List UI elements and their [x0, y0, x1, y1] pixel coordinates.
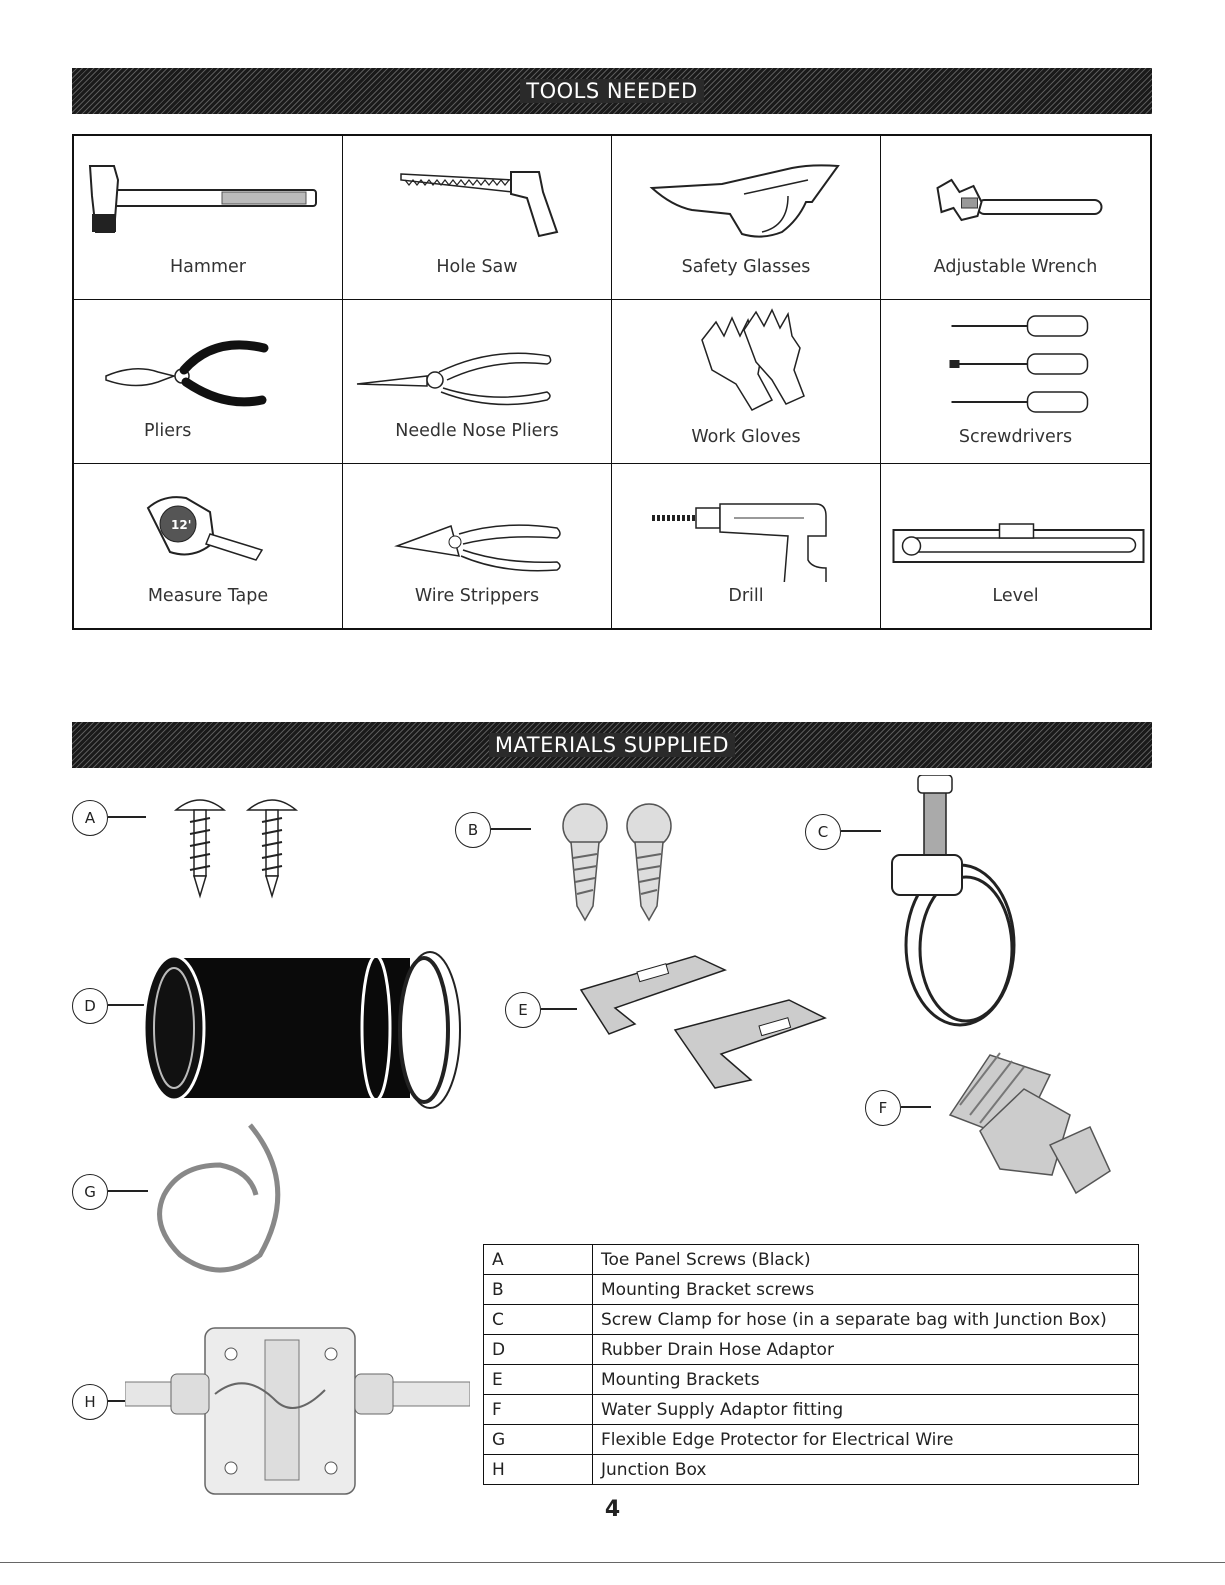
leader-line: [901, 1106, 931, 1108]
item-key: E: [484, 1365, 593, 1395]
materials-table: [483, 1244, 1139, 1485]
page-number: 4: [604, 1497, 621, 1522]
item-key: C: [484, 1305, 593, 1335]
mounting-brackets-icon: [575, 950, 855, 1090]
hole-saw-icon: [343, 136, 611, 254]
leader-line: [541, 1008, 577, 1010]
item-description: Junction Box: [593, 1455, 1139, 1485]
adjustable-wrench-icon: [881, 136, 1150, 254]
tool-label: Adjustable Wrench: [933, 257, 1098, 277]
item-key: D: [484, 1335, 593, 1365]
tool-cell-adjustable-wrench: [881, 136, 1150, 300]
table-row: [484, 1425, 1139, 1455]
toe-panel-screws-icon: [170, 792, 320, 902]
tool-cell-work-gloves: [612, 300, 881, 464]
edge-protector-icon: [140, 1115, 300, 1280]
work-gloves-icon: [612, 300, 880, 418]
measure-tape-icon: [74, 464, 342, 582]
hammer-icon: [74, 136, 342, 254]
tool-cell-safety-glasses: [612, 136, 881, 300]
tool-cell-hammer: [74, 136, 343, 300]
tool-cell-drill: [612, 464, 881, 628]
tool-cell-pliers: [74, 300, 343, 464]
item-key: G: [484, 1425, 593, 1455]
tool-label: Hole Saw: [436, 257, 518, 277]
callout-e: E: [505, 992, 541, 1028]
drain-hose-adaptor-icon: [140, 948, 470, 1113]
callout-h: H: [72, 1384, 108, 1420]
table-row: [484, 1395, 1139, 1425]
callout-c: C: [805, 814, 841, 850]
item-description: Toe Panel Screws (Black): [593, 1245, 1139, 1275]
callout-a: A: [72, 800, 108, 836]
materials-supplied-title: MATERIALS SUPPLIED: [489, 733, 735, 757]
tools-needed-banner: [72, 68, 1152, 114]
tool-label: Wire Strippers: [414, 586, 540, 606]
wire-strippers-icon: [343, 464, 611, 582]
tool-label: Level: [992, 586, 1039, 606]
item-key: B: [484, 1275, 593, 1305]
screwdrivers-icon: [881, 300, 1150, 418]
item-key: A: [484, 1245, 593, 1275]
table-row: [484, 1245, 1139, 1275]
tool-cell-level: [881, 464, 1150, 628]
bottom-rule: [0, 1562, 1225, 1563]
leader-line: [108, 816, 146, 818]
item-key: F: [484, 1395, 593, 1425]
tool-cell-needle-nose-pliers: [343, 300, 612, 464]
water-supply-fitting-icon: [940, 1045, 1130, 1225]
tool-cell-screwdrivers: [881, 300, 1150, 464]
tool-label: Work Gloves: [691, 427, 801, 447]
screw-clamp-icon: [880, 775, 1030, 1035]
table-row: [484, 1275, 1139, 1305]
item-description: Flexible Edge Protector for Electrical Wire: [593, 1425, 1139, 1455]
tool-cell-wire-strippers: [343, 464, 612, 628]
tool-label: Measure Tape: [147, 586, 269, 606]
item-description: Water Supply Adaptor fitting: [593, 1395, 1139, 1425]
table-row: [484, 1335, 1139, 1365]
item-description: Screw Clamp for hose (in a separate bag with Junction Box): [593, 1305, 1139, 1335]
tape-size-label: 12': [171, 518, 192, 532]
callout-f: F: [865, 1090, 901, 1126]
drill-icon: [612, 464, 880, 582]
mounting-bracket-screws-icon: [555, 802, 685, 932]
tool-cell-measure-tape: [74, 464, 343, 628]
callout-g: G: [72, 1174, 108, 1210]
table-row: [484, 1455, 1139, 1485]
pliers-icon: [74, 300, 342, 418]
tool-label: Safety Glasses: [681, 257, 811, 277]
callout-b: B: [455, 812, 491, 848]
leader-line: [491, 828, 531, 830]
item-description: Rubber Drain Hose Adaptor: [593, 1335, 1139, 1365]
table-row: [484, 1365, 1139, 1395]
tool-label: Pliers: [144, 421, 192, 441]
tool-label: Screwdrivers: [958, 427, 1073, 447]
safety-glasses-icon: [612, 136, 880, 254]
tool-cell-hole-saw: [343, 136, 612, 300]
junction-box-icon: [125, 1320, 470, 1500]
tool-label: Hammer: [170, 257, 246, 277]
callout-d: D: [72, 988, 108, 1024]
item-description: Mounting Brackets: [593, 1365, 1139, 1395]
tools-needed-title: TOOLS NEEDED: [520, 79, 703, 103]
needle-nose-pliers-icon: [343, 300, 611, 418]
tool-label: Drill: [728, 586, 764, 606]
table-row: [484, 1305, 1139, 1335]
level-icon: [881, 464, 1150, 582]
materials-supplied-banner: [72, 722, 1152, 768]
tool-label: Needle Nose Pliers: [395, 421, 559, 441]
item-description: Mounting Bracket screws: [593, 1275, 1139, 1305]
item-key: H: [484, 1455, 593, 1485]
tools-grid: [72, 134, 1152, 630]
leader-line: [841, 830, 881, 832]
